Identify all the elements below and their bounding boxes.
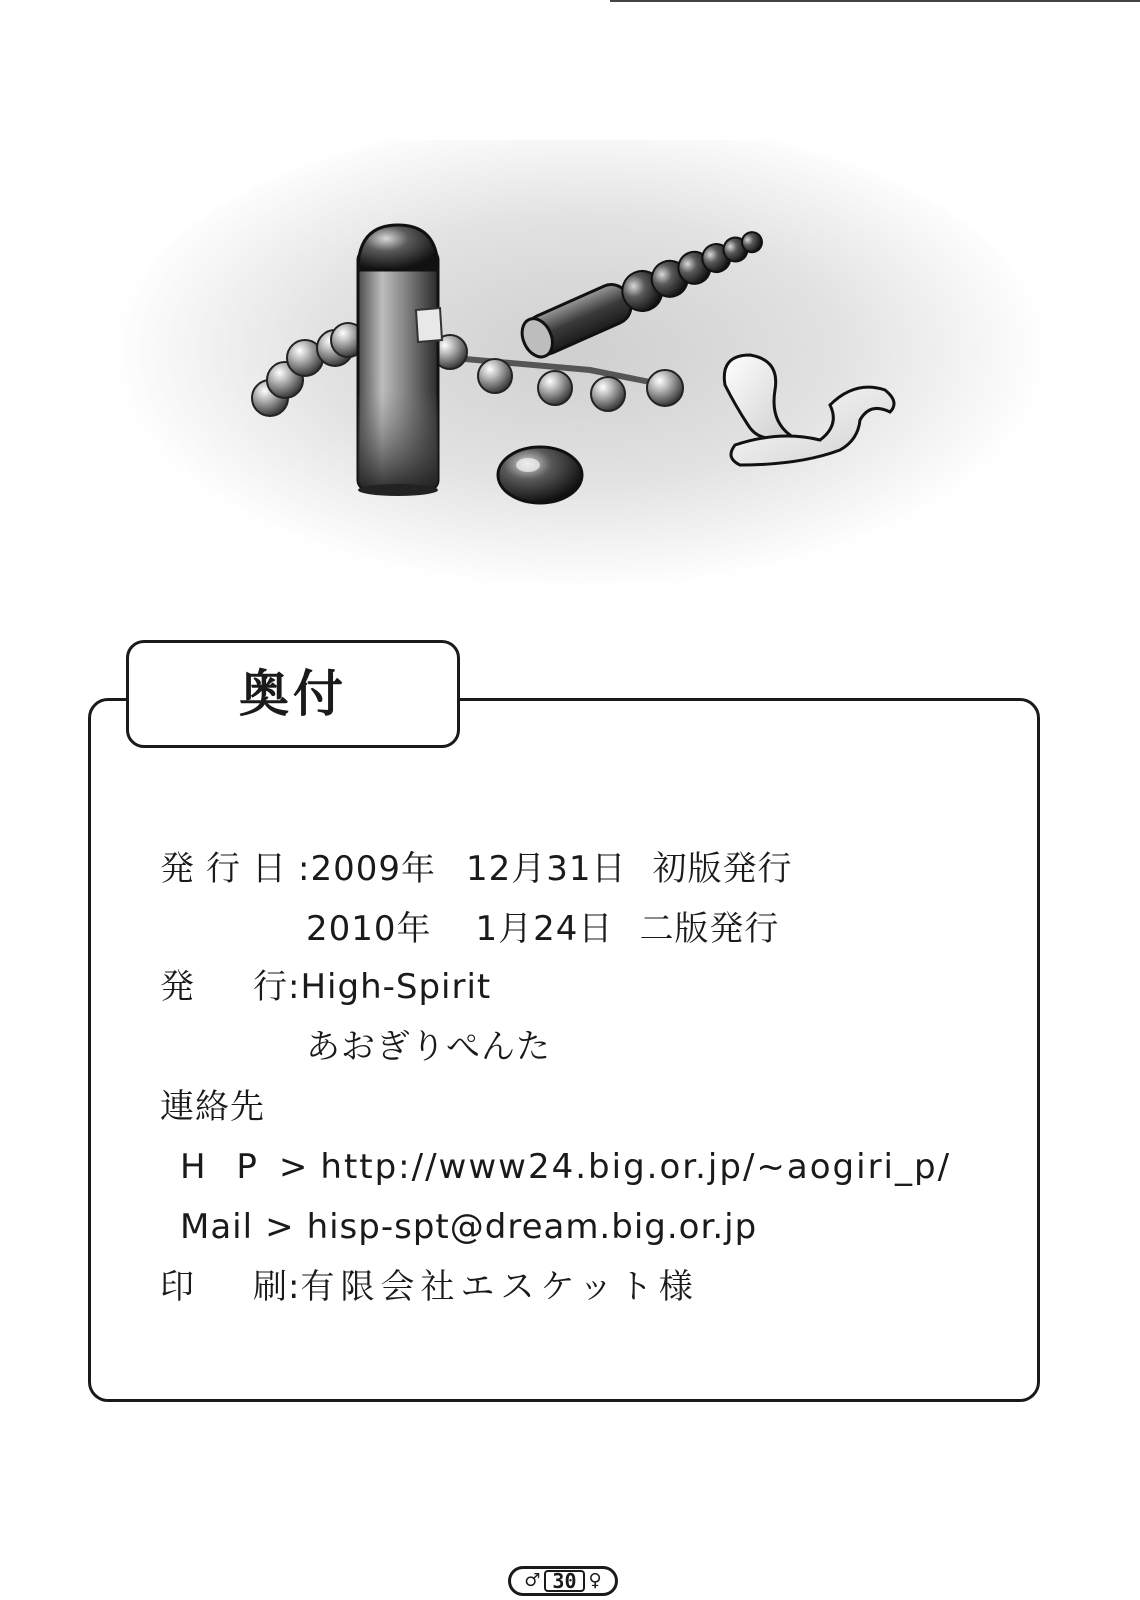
page-title: 奥付 — [239, 665, 347, 723]
homepage-url[interactable]: http://www24.big.or.jp/~aogiri_p/ — [320, 1147, 952, 1187]
first-edition-note: 初版発行 — [652, 849, 793, 889]
second-edition-date: 1月24日 — [475, 909, 614, 949]
mail-line — [180, 1207, 758, 1247]
publisher-line — [160, 967, 492, 1007]
female-symbol-icon: ♀ — [588, 1570, 602, 1591]
contact-label: 連絡先 — [160, 1087, 265, 1127]
colon: : — [288, 1267, 301, 1307]
printer-label-b: 刷 — [253, 1267, 288, 1307]
author-name: あおぎりぺんた — [306, 1027, 551, 1067]
colophon-title-tab — [126, 640, 460, 748]
egg-vibrator-icon — [498, 447, 582, 503]
mail-label: Mail — [180, 1207, 254, 1247]
bullet-vibrator-icon — [358, 225, 442, 496]
first-edition-date: 12月31日 — [466, 849, 627, 889]
publisher-name: High-Spirit — [300, 967, 492, 1007]
colon: : — [298, 849, 311, 889]
homepage-line — [180, 1147, 952, 1187]
second-edition-note: 二版発行 — [639, 909, 780, 949]
publish-date-label: 発行日 — [160, 849, 298, 889]
arrow-icon: > — [278, 1147, 309, 1187]
first-edition-year: 2009年 — [310, 849, 436, 889]
top-rule — [610, 0, 1140, 2]
second-edition-year: 2010年 — [306, 909, 432, 949]
printer-name: 有限会社エスケット様 — [300, 1267, 699, 1307]
colon: : — [288, 967, 301, 1007]
page-number: 30 — [544, 1570, 584, 1592]
publisher-label-b: 行 — [253, 967, 288, 1007]
author-line — [306, 1027, 551, 1067]
toys-illustration — [120, 140, 1040, 610]
printer-label-a: 印 — [160, 1267, 195, 1307]
male-symbol-icon: ♂ — [524, 1570, 541, 1591]
mail-address[interactable]: hisp-spt@dream.big.or.jp — [306, 1207, 758, 1247]
publisher-label-a: 発 — [160, 967, 195, 1007]
second-edition-line — [306, 909, 780, 949]
arrow-icon: > — [265, 1207, 295, 1247]
publish-date-line — [160, 849, 793, 889]
page-number-badge — [508, 1566, 618, 1596]
contact-line — [160, 1087, 265, 1127]
printer-line — [160, 1267, 699, 1307]
homepage-label: H P — [180, 1147, 267, 1187]
